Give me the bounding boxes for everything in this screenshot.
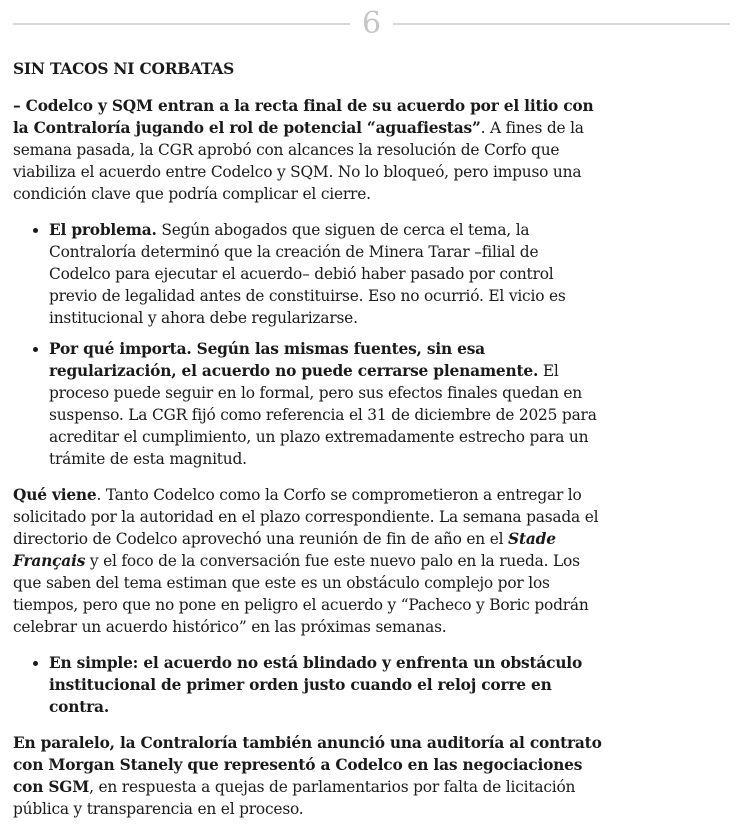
- list-item: [49, 338, 603, 470]
- paralelo-text: , en respuesta a quejas de parlamentarios por falta de licitación pública y transparencia en el proceso.: [13, 778, 576, 818]
- page-header: [13, 6, 730, 42]
- intro-lead: – Codelco y SQM entran a la recta final de su acuerdo por el litio con la Contraloría jugando el rol de potencial “aguafiestas”: [13, 97, 594, 137]
- bullet-list-2: [13, 652, 603, 718]
- stade-francais-name: Stade Français: [13, 530, 556, 570]
- bullet-lead: En simple: el acuerdo no está blindado y enfrenta un obstáculo institucional de primer orden justo cuando el reloj corre en contra.: [49, 654, 583, 716]
- que-viene-text-2: y el foco de la conversación fue este nuevo palo en la rueda. Los que saben del tema estiman que este es un obstáculo complejo por los tiempos, pero que no pone en peligro el acuerdo y “Pacheco y Boric podrán celebrar un acuerdo histórico” en las próximas semanas.: [13, 552, 589, 636]
- list-item: [49, 652, 603, 718]
- que-viene-lead: Qué viene: [13, 486, 97, 504]
- bullet-list-1: [13, 219, 603, 470]
- list-item: [49, 219, 603, 329]
- article-body: [13, 58, 603, 834]
- header-rule-left: [13, 23, 350, 25]
- bullet-text: El proceso puede seguir en lo formal, pero sus efectos finales quedan en suspenso. La CGR fijó como referencia el 31 de diciembre de 2025 para acreditar el cumplimiento, un plazo extremadamente estrecho para un trámite de esta magnitud.: [49, 362, 597, 468]
- que-viene-text-1: . Tanto Codelco como la Corfo se comprometieron a entregar lo solicitado por la autoridad en el plazo correspondiente. La semana pasada el directorio de Codelco aprovechó una reunión de fin de año en el: [13, 486, 599, 548]
- paralelo-lead: En paralelo, la Contraloría también anunció una auditoría al contrato con Morgan Stanely que representó a Codelco en las negociaciones con SGM: [13, 734, 602, 796]
- intro-text: . A fines de la semana pasada, la CGR aprobó con alcances la resolución de Corfo que viabiliza el acuerdo entre Codelco y SQM. No lo bloqueó, pero impuso una condición clave que podría complicar el cierre.: [13, 119, 584, 203]
- page-number: 6: [361, 6, 382, 41]
- bullet-text: Según abogados que siguen de cerca el tema, la Contraloría determinó que la creación de Minera Tarar –filial de Codelco para ejecutar el acuerdo– debió haber pasado por control previo de legalidad antes de constituirse. Eso no ocurrió. El vicio es institucional y ahora debe regularizarse.: [49, 221, 566, 327]
- bullet-lead: Por qué importa. Según las mismas fuentes, sin esa regularización, el acuerdo no puede cerrarse plenamente.: [49, 340, 539, 380]
- paralelo-paragraph: [13, 732, 603, 820]
- intro-paragraph: [13, 95, 603, 205]
- bullet-lead: El problema.: [49, 221, 157, 239]
- header-rule-right: [393, 23, 730, 25]
- que-viene-paragraph: [13, 484, 603, 638]
- section-title: SIN TACOS NI CORBATAS: [13, 60, 235, 78]
